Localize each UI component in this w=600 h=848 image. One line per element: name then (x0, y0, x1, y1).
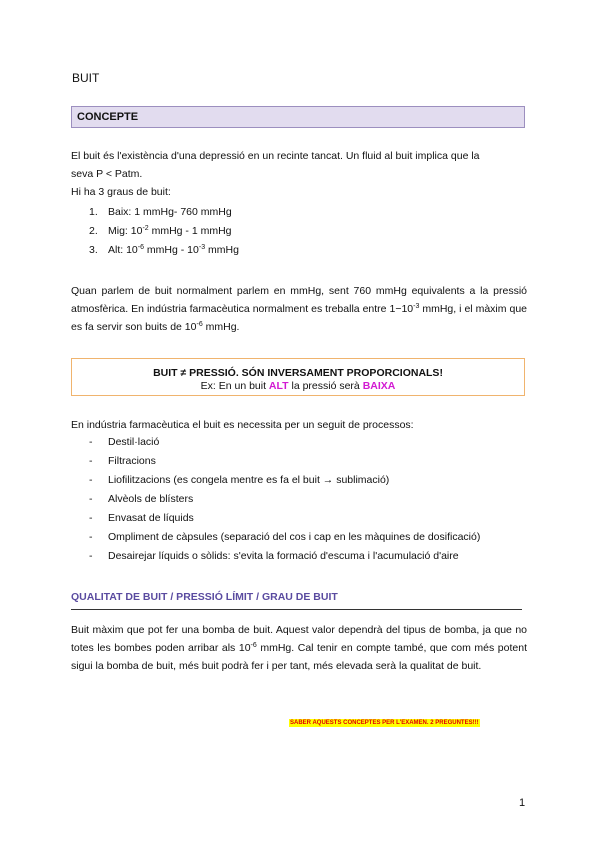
document-title: BUIT (72, 71, 100, 85)
section-2-heading: QUALITAT DE BUIT / PRESSIÓ LÍMIT / GRAU DE BUIT (71, 591, 338, 603)
processes-intro: En indústria farmacèutica el buit es necessita per un seguit de processos: (71, 419, 414, 431)
intro-line-1: El buit és l'existència d'una depressió en un recinte tancat. Un fluid al buit implica que la (71, 150, 480, 162)
list-item: 1. Baix: 1 mmHg- 760 mmHg (89, 206, 232, 218)
quality-paragraph: Buit màxim que pot fer una bomba de buit. Aquest valor dependrà del tipus de bomba, ja que no totes les bombes poden arribar als $10^{-6}$ mmHg. Cal tenir en compte també, que com més potent sigui la bomba de buit, més buit podrà fer i per tant, més elevada serà la qualitat de buit. (71, 624, 527, 672)
intro-line-2: seva P < Patm. (71, 168, 143, 180)
key-concept-callout (71, 358, 525, 396)
intro-paragraph (71, 147, 527, 201)
list-item: - Alvèols de blísters (89, 493, 194, 505)
list-item: - Destil·lació (89, 436, 160, 448)
pressure-paragraph: Quan parlem de buit normalment parlem en mmHg, sent 760 mmHg equivalents a la pressió atmosfèrica. En indústria farmacèutica normalment es treballa entre $1-10^{-3}$ mmHg, i el màxim que es fa servir son buits de $10^{-6}$ mmHg. (71, 285, 527, 333)
degrees-intro: Hi ha 3 graus de buit: (71, 186, 171, 198)
section-heading: CONCEPTE (77, 111, 139, 123)
list-number: 3. (89, 244, 98, 256)
list-item: - Filtracions (89, 455, 156, 467)
degrees-list (71, 206, 531, 263)
heading-divider (71, 609, 522, 610)
exam-note-highlight: SABER AQUESTS CONCEPTES PER L'EXAMEN. 2 PREGUNTES!!! (290, 720, 479, 726)
list-item: - Ompliment de càpsules (separació del cos i cap en les màquines de dosificació) (89, 531, 481, 543)
page-number: 1 (519, 797, 526, 809)
highlight-alt: ALT (268, 380, 289, 392)
callout-heading: BUIT ≠ PRESSIÓ. SÓN INVERSAMENT PROPORCIONALS! (153, 367, 443, 379)
list-item: - Envasat de líquids (89, 512, 194, 524)
list-number: 2. (89, 225, 98, 237)
list-item: - Desairejar líquids o sòlids: s'evita la formació d'escuma i l'acumulació d'aire (89, 550, 459, 562)
list-item: 3. Alt: $10^{-6}$ mmHg - $10^{-3}$ mmHg (89, 244, 239, 256)
processes-list (71, 436, 531, 569)
list-item: 2. Mig: $10^{-2}$ mmHg - 1 mmHg (89, 225, 232, 237)
highlight-baixa: BAIXA (362, 380, 396, 392)
list-number: 1. (89, 206, 98, 218)
callout-example: Ex: En un buit ALT la pressió serà BAIXA (200, 380, 396, 392)
section-heading-box (71, 106, 525, 128)
list-item: - Liofilitzacions (es congela mentre es fa el buit → sublimació) (89, 474, 390, 486)
